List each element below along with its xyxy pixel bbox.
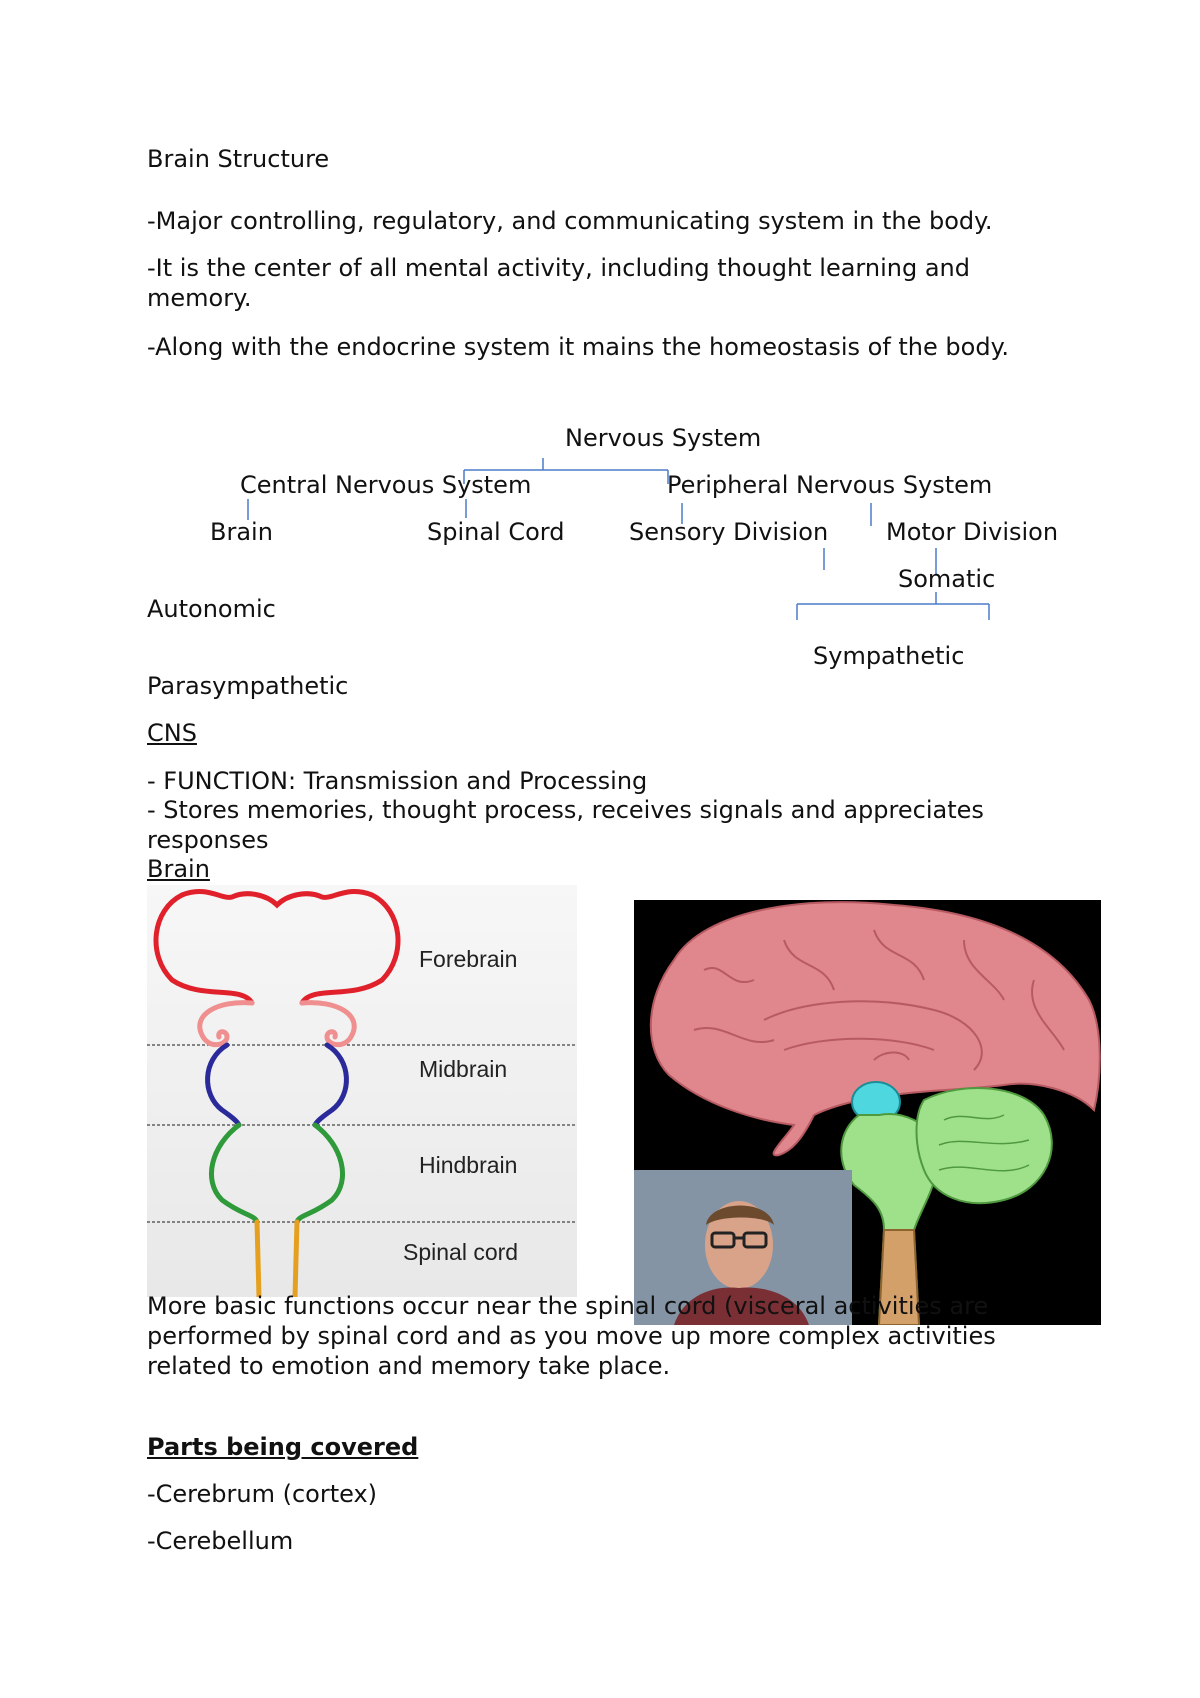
intro-line-1: -Major controlling, regulatory, and communicating system in the body.	[147, 207, 993, 235]
tree-sensory: Sensory Division	[629, 518, 829, 546]
tree-autonomic: Autonomic	[147, 595, 276, 623]
brain-regions-figure	[147, 885, 577, 1297]
intro-line-2: -It is the center of all mental activity, including thought learning and memory.	[147, 254, 970, 312]
page-title: Brain Structure	[147, 145, 330, 173]
tree-spinal-cord: Spinal Cord	[427, 518, 565, 546]
tree-root: Nervous System	[565, 424, 762, 452]
tree-pns: Peripheral Nervous System	[667, 471, 993, 499]
label-forebrain: Forebrain	[419, 946, 518, 972]
parts-item-cerebrum: -Cerebrum (cortex)	[147, 1480, 378, 1508]
cns-stores: - Stores memories, thought process, receives signals and appreciates responses	[147, 796, 984, 854]
tree-motor: Motor Division	[886, 518, 1059, 546]
sagittal-brain-image	[634, 900, 1101, 1325]
tree-brain: Brain	[210, 518, 273, 546]
intro-line-3: -Along with the endocrine system it mains the homeostasis of the body.	[147, 333, 1009, 361]
tree-sympathetic: Sympathetic	[813, 642, 965, 670]
label-spinal-cord: Spinal cord	[403, 1239, 519, 1265]
figure-caption: More basic functions occur near the spinal cord (visceral activities are performed by spinal cord and as you move up more complex activities related to emotion and memory take place.	[147, 1292, 996, 1380]
label-midbrain: Midbrain	[419, 1056, 508, 1082]
cns-function: - FUNCTION: Transmission and Processing	[147, 767, 648, 795]
label-hindbrain: Hindbrain	[419, 1152, 518, 1178]
cns-heading: CNS	[147, 719, 197, 747]
tree-parasympathetic: Parasympathetic	[147, 672, 349, 700]
parts-heading: Parts being covered	[147, 1433, 419, 1461]
parts-item-cerebellum: -Cerebellum	[147, 1527, 294, 1555]
tree-somatic: Somatic	[898, 565, 996, 593]
brain-subheading: Brain	[147, 855, 210, 883]
tree-cns: Central Nervous System	[240, 471, 532, 499]
